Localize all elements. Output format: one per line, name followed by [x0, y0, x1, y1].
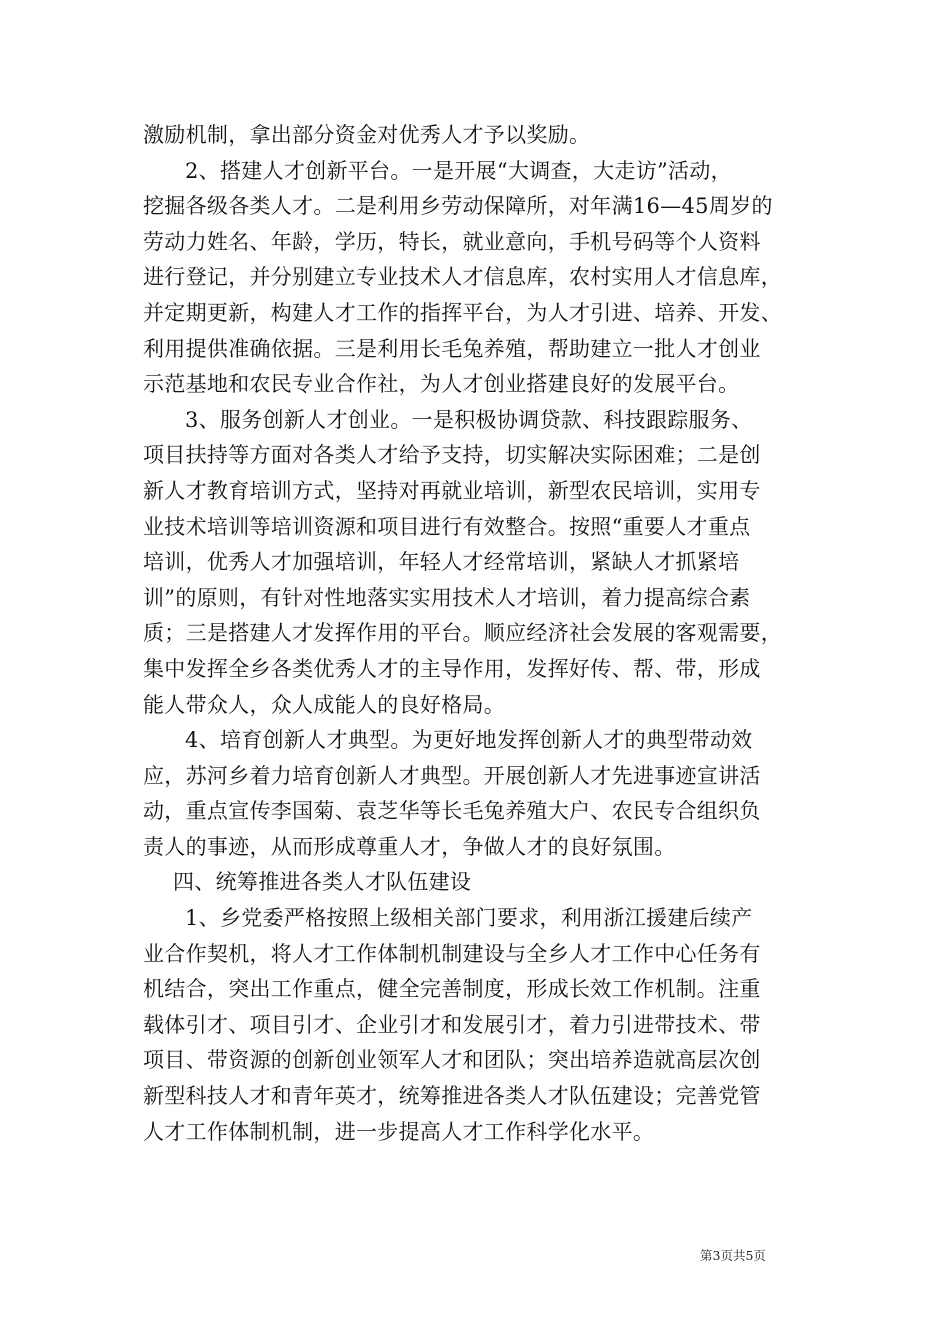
- text-line: 劳动力姓名、年龄，学历，特长，就业意向，手机号码等个人资料: [143, 229, 761, 254]
- text-line: 质；三是搭建人才发挥作用的平台。顺应经济社会发展的客观需要，: [143, 621, 782, 646]
- text-line: 集中发挥全乡各类优秀人才的主导作用，发挥好传、帮、带，形成: [143, 656, 761, 681]
- text-line: 进行登记，并分别建立专业技术人才信息库，农村实用人才信息库，: [143, 265, 782, 290]
- text-line: 应，苏河乡着力培育创新人才典型。开展创新人才先进事迹宣讲活: [143, 763, 761, 788]
- text-line: 培训，优秀人才加强培训，年轻人才经常培训，紧缺人才抓紧培: [143, 550, 740, 575]
- paragraph-heading-2: 2、搭建人才创新平台。一是开展“大调查，大走访”活动，: [185, 158, 732, 183]
- text-line: 项目扶持等方面对各类人才给予支持，切实解决实际困难；二是创: [143, 443, 761, 468]
- text-line: 动，重点宣传李国菊、袁芝华等长毛兔养殖大户、农民专合组织负: [143, 799, 761, 824]
- paragraph-heading-4: 4、培育创新人才典型。为更好地发挥创新人才的典型带动效: [185, 728, 753, 753]
- paragraph-heading-3: 3、服务创新人才创业。一是积极协调贷款、科技跟踪服务、: [185, 407, 753, 432]
- text-line: 载体引才、项目引才、企业引才和发展引才，着力引进带技术、带: [143, 1012, 761, 1037]
- text-line: 挖掘各级各类人才。二是利用乡劳动保障所，对年满16—45周岁的: [143, 194, 773, 219]
- text-line: 利用提供准确依据。三是利用长毛兔养殖，帮助建立一批人才创业: [143, 336, 761, 361]
- section-heading-4: 四、统筹推进各类人才队伍建设: [173, 870, 472, 895]
- text-line: 业技术培训等培训资源和项目进行有效整合。按照“重要人才重点: [143, 514, 751, 539]
- text-line: 训”的原则，有针对性地落实实用技术人才培训，着力提高综合素: [143, 585, 751, 610]
- text-line: 机结合，突出工作重点，健全完善制度，形成长效工作机制。注重: [143, 977, 761, 1002]
- text-line: 责人的事迹，从而形成尊重人才，争做人才的良好氛围。: [143, 834, 676, 859]
- page-number-footer: 第3页共5页: [700, 1248, 766, 1263]
- text-line: 人才工作体制机制，进一步提高人才工作科学化水平。: [143, 1119, 655, 1144]
- text-line: 能人带众人，众人成能人的良好格局。: [143, 692, 506, 717]
- document-body: [143, 118, 803, 1150]
- text-line: 业合作契机，将人才工作体制机制建设与全乡人才工作中心任务有: [143, 941, 761, 966]
- text-line: 并定期更新，构建人才工作的指挥平台，为人才引进、培养、开发、: [143, 300, 782, 325]
- paragraph-heading-1: 1、乡党委严格按照上级相关部门要求，利用浙江援建后续产: [185, 906, 753, 931]
- text-line: 新人才教育培训方式，坚持对再就业培训，新型农民培训，实用专: [143, 478, 761, 503]
- text-line: 示范基地和农民专业合作社，为人才创业搭建良好的发展平台。: [143, 372, 740, 397]
- text-line: 项目、带资源的创新创业领军人才和团队；突出培养造就高层次创: [143, 1048, 761, 1073]
- text-line: 新型科技人才和青年英才，统筹推进各类人才队伍建设；完善党管: [143, 1084, 761, 1109]
- text-line: 激励机制，拿出部分资金对优秀人才予以奖励。: [143, 123, 591, 147]
